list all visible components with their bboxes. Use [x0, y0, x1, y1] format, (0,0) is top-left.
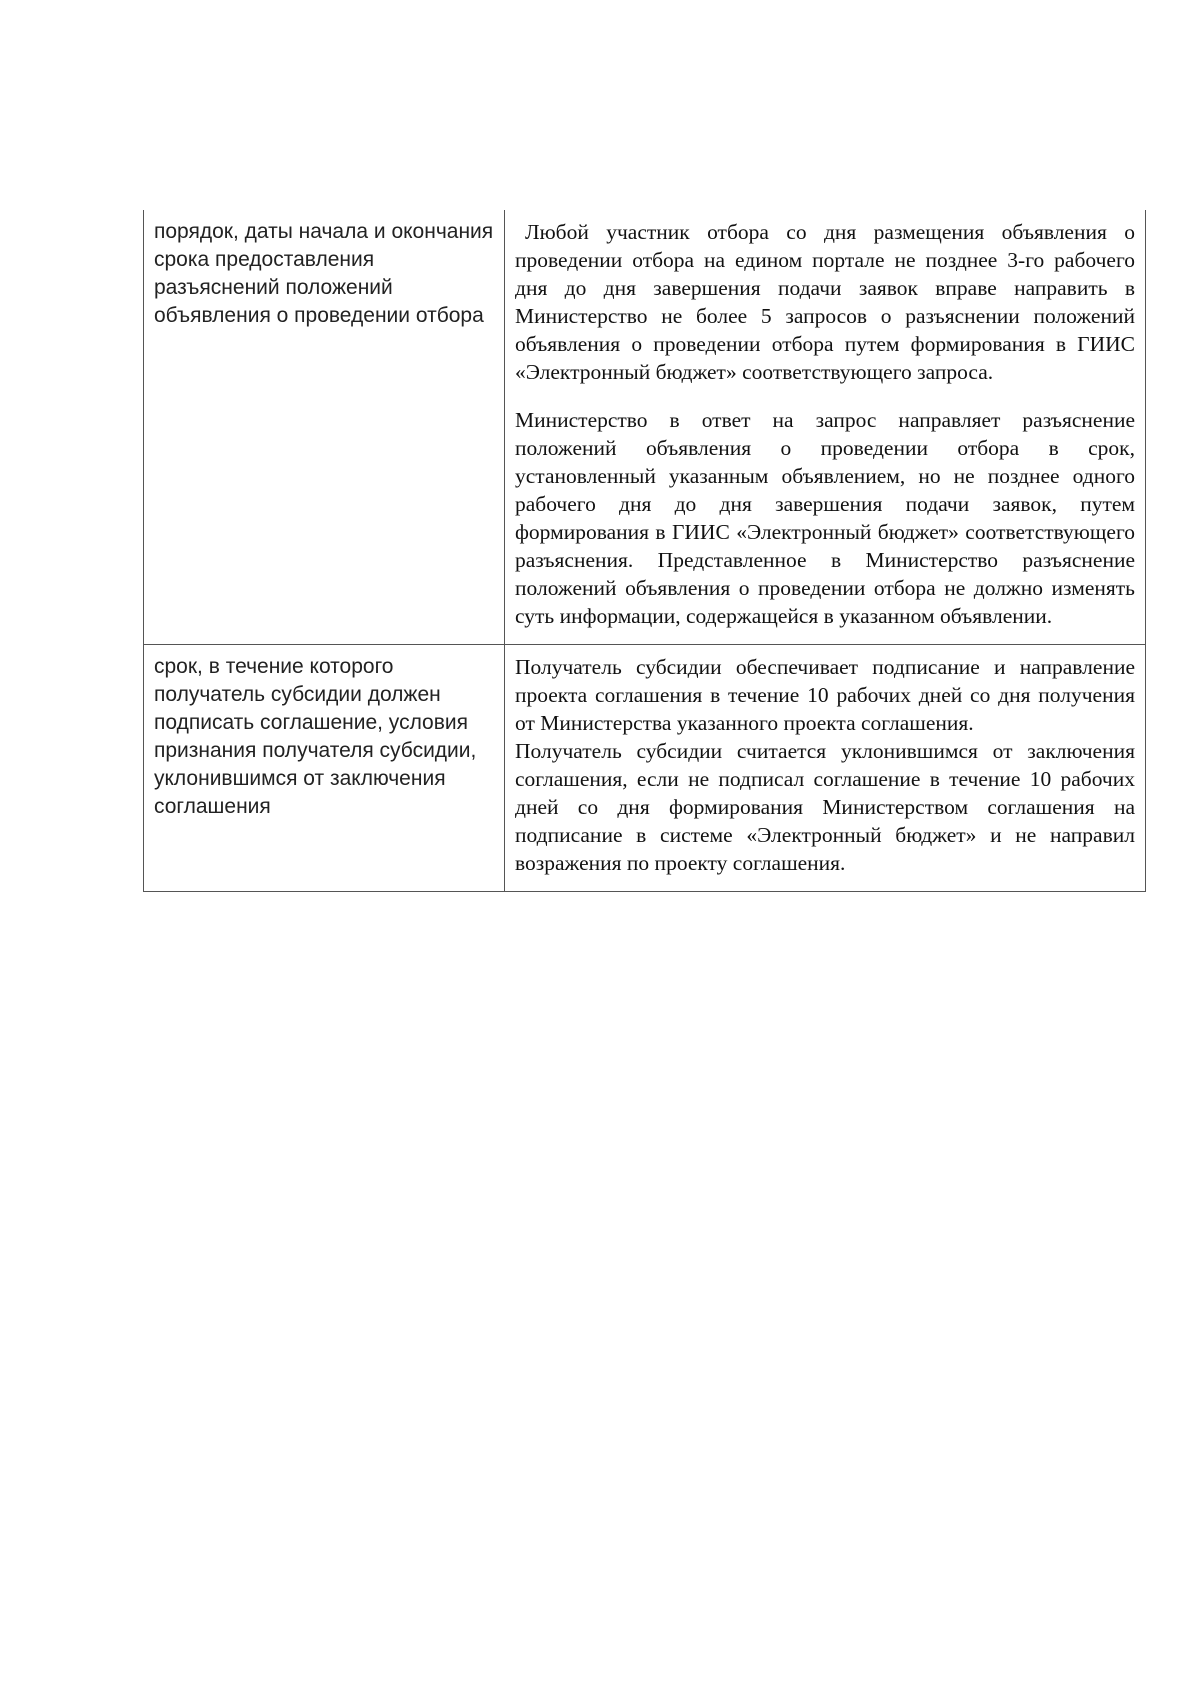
row-paragraph: Любой участник отбора со дня размещения объявления о проведении отбора на едином портале не позднее 3-го рабочего дня до дня завершения подачи заявок вправе направить в Министерство не более 5 запросов о разъяснении положений объявления о проведении отбора путем формирования в ГИИС «Электронный бюджет» соответствующего запроса.	[515, 220, 1135, 384]
row-content-cell	[505, 210, 1146, 645]
row-label: срок, в течение которого получатель субсидии должен подписать соглашение, условия признания получателя субсидии, уклонившимся от заключения соглашения	[154, 655, 477, 818]
row-paragraph: Получатель субсидии считается уклонившимся от заключения соглашения, если не подписал соглашение в течение 10 рабочих дней со дня формирования Министерством соглашения на подписание в системе «Электронный бюджет» и не направил возражения по проекту соглашения.	[515, 739, 1135, 875]
document-table	[143, 210, 1146, 892]
row-label-cell	[144, 645, 505, 892]
row-paragraph: Министерство в ответ на запрос направляет разъяснение положений объявления о проведении отбора в срок, установленный указанным объявлением, но не позднее одного рабочего дня до дня завершения подачи заявок, путем формирования в ГИИС «Электронный бюджет» соответствующего разъяснения. Представленное в Министерство разъяснение положений объявления о проведении отбора не должно изменять суть информации, содержащейся в указанном объявлении.	[515, 408, 1135, 628]
row-content-cell	[505, 645, 1146, 892]
row-paragraph: Получатель субсидии обеспечивает подписание и направление проекта соглашения в течение 10 рабочих дней со дня получения от Министерства указанного проекта соглашения.	[515, 655, 1135, 735]
table-row	[144, 645, 1146, 892]
row-label: порядок, даты начала и окончания срока предоставления разъяснений положений объявления о проведении отбора	[154, 220, 494, 327]
table-row	[144, 210, 1146, 645]
row-label-cell	[144, 210, 505, 645]
